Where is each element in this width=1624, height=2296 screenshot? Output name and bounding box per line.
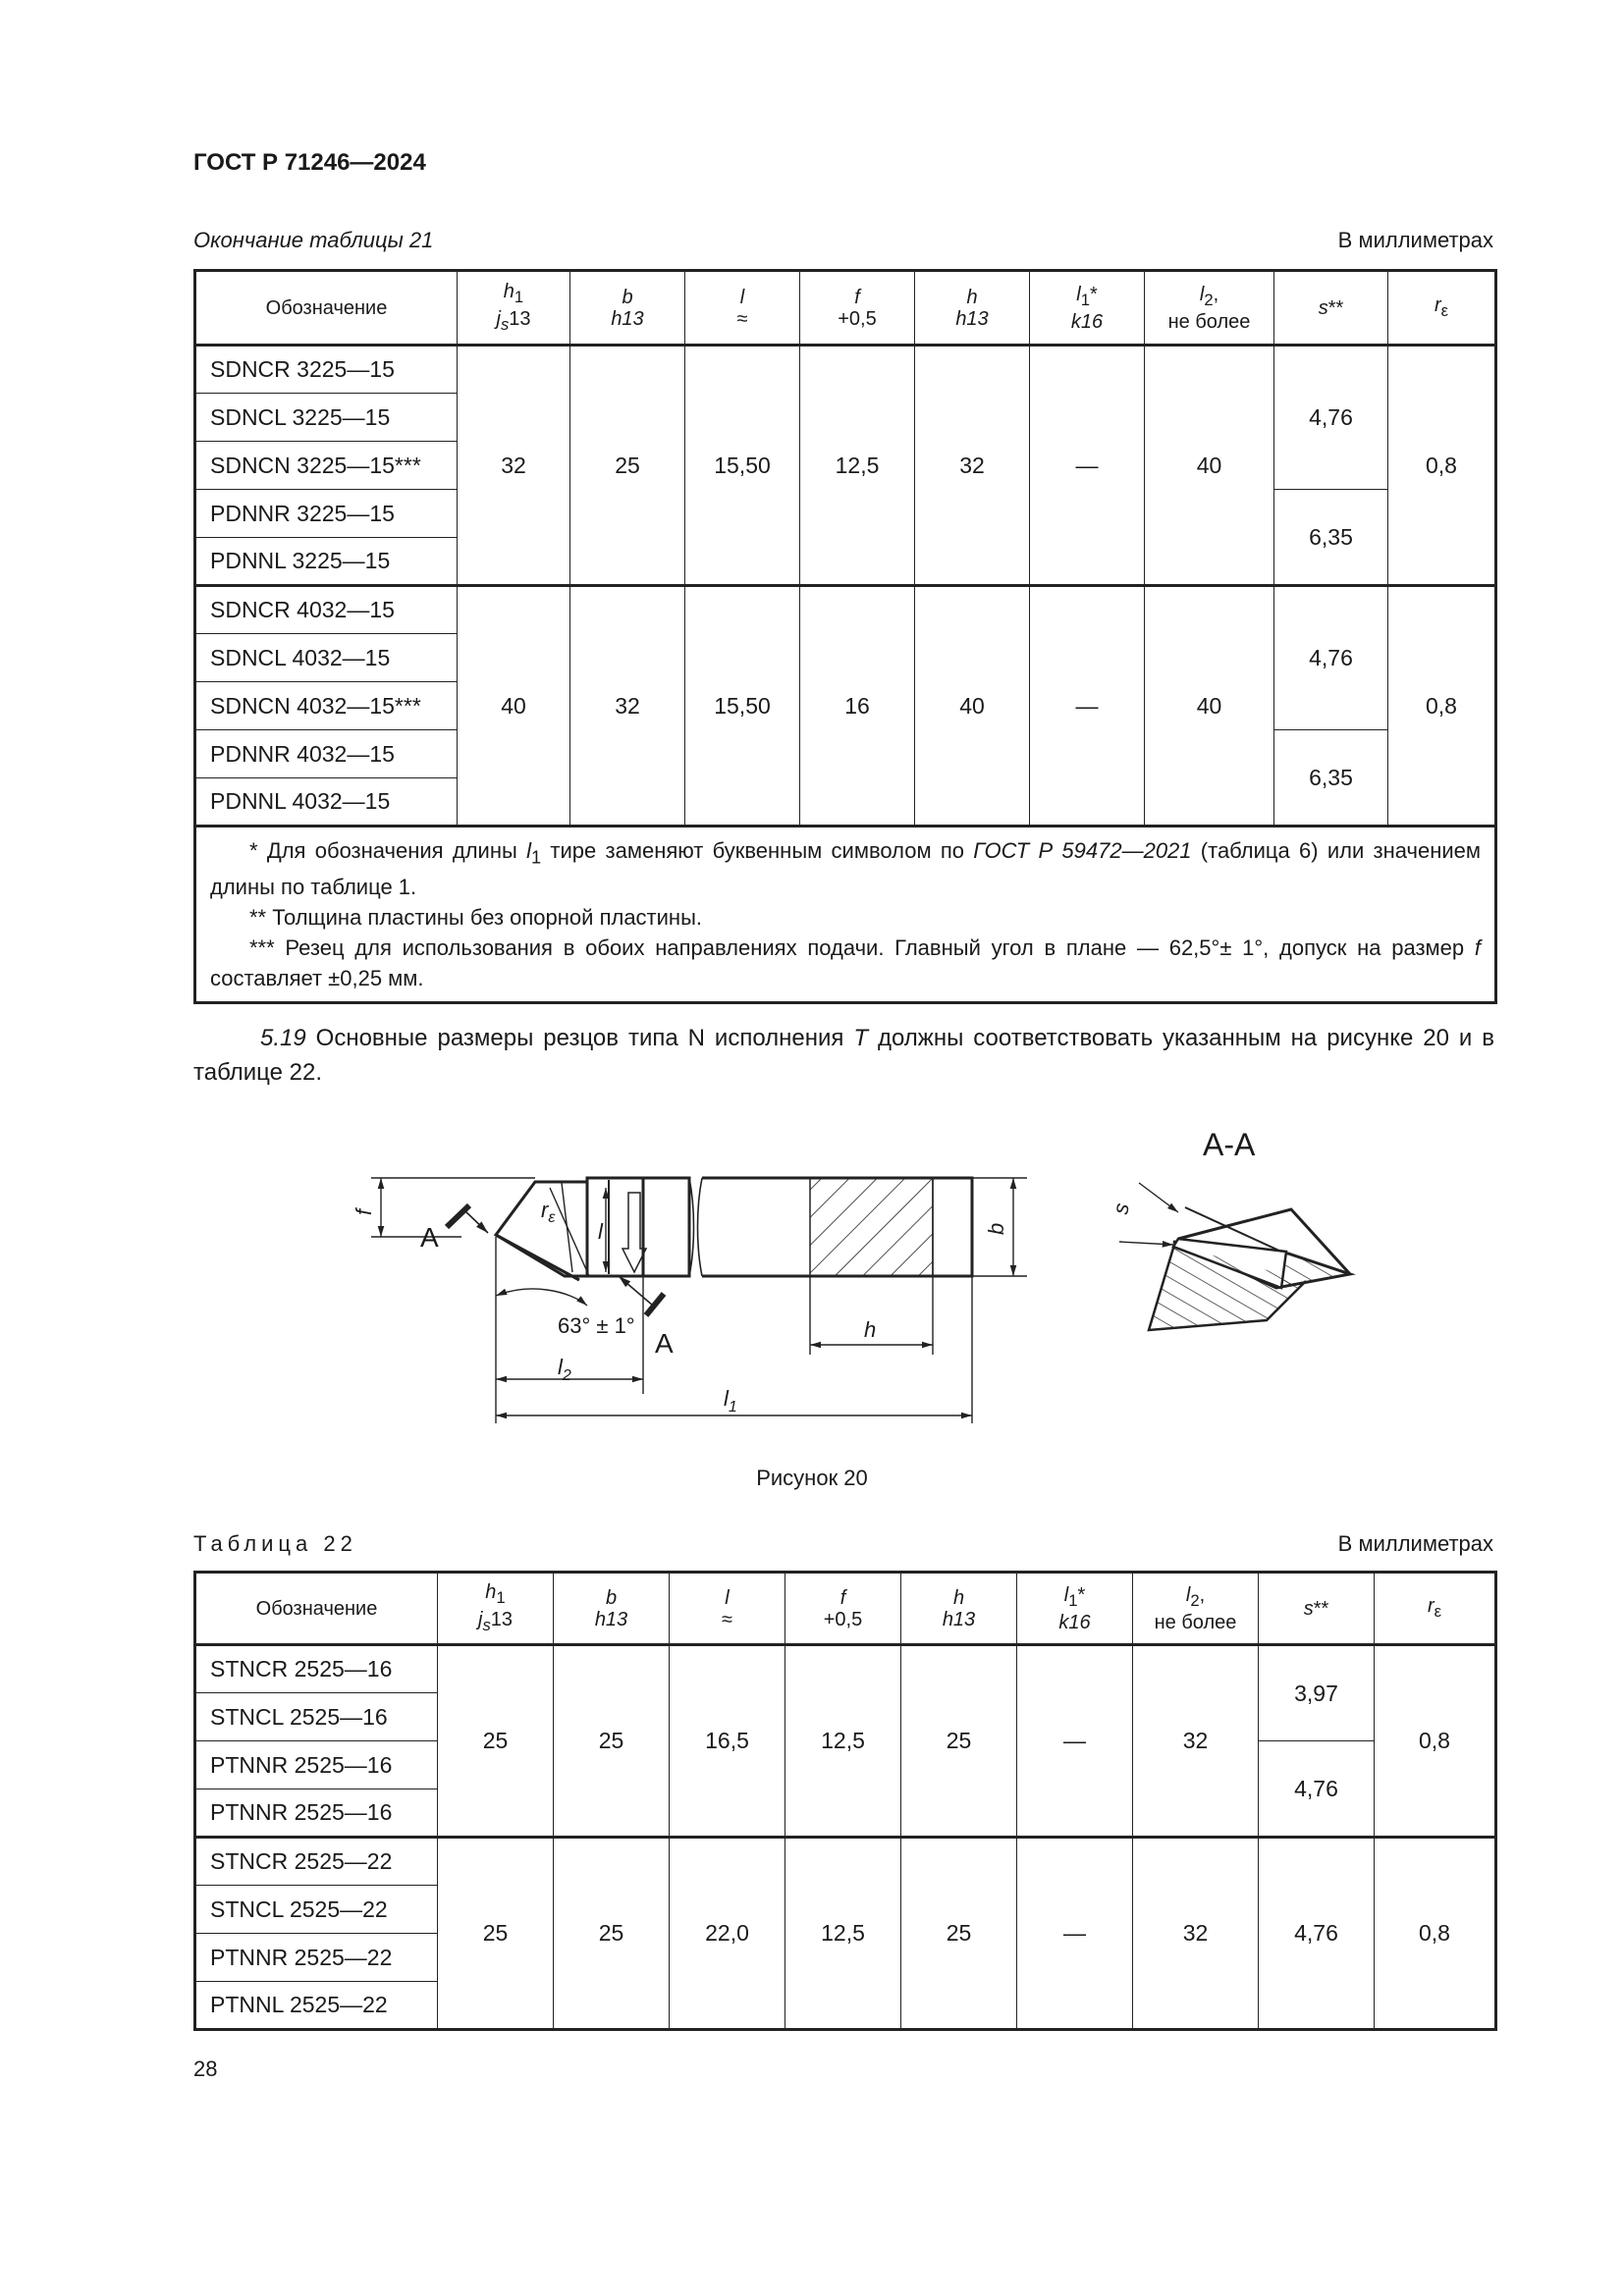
f-cell: 12,5 xyxy=(785,1645,901,1838)
col-designation: Обозначение xyxy=(195,271,458,346)
table-header-row xyxy=(195,1573,1496,1645)
f-cell: 12,5 xyxy=(785,1838,901,2030)
designation-cell: STNCR 2525—22 xyxy=(195,1838,438,1886)
notes-row xyxy=(195,827,1496,1003)
label-r-epsilon: $r_\varepsilon$ xyxy=(541,1198,556,1226)
s-cell: 4,76 xyxy=(1259,1838,1375,2030)
col-b: b h13 xyxy=(554,1573,670,1645)
f-cell: 16 xyxy=(800,586,915,827)
col-f: f +0,5 xyxy=(785,1573,901,1645)
col-designation: Обозначение xyxy=(195,1573,438,1645)
designation-cell: SDNCL 4032—15 xyxy=(195,634,458,682)
designation-cell: PTNNL 2525—22 xyxy=(195,1982,438,2030)
l-cell: 22,0 xyxy=(670,1838,785,2030)
col-h1: $h_1$ $j_s13$ xyxy=(438,1573,554,1645)
table21-caption: Окончание таблицы 21 xyxy=(193,228,434,252)
table-header-row xyxy=(195,271,1496,346)
l-cell: 15,50 xyxy=(685,346,800,586)
table-row xyxy=(195,1645,1496,1693)
col-r: $r_\varepsilon$ xyxy=(1375,1573,1496,1645)
col-s: s** xyxy=(1274,271,1388,346)
table22-units: В миллиметрах xyxy=(1337,1531,1493,1556)
l1-cell: — xyxy=(1030,586,1145,827)
designation-cell: PDNNL 3225—15 xyxy=(195,538,458,586)
table22-caption: Таблица 22 xyxy=(193,1531,357,1556)
l-cell: 16,5 xyxy=(670,1645,785,1838)
r-cell: 0,8 xyxy=(1388,346,1496,586)
h1-cell: 32 xyxy=(458,346,570,586)
label-b: b xyxy=(984,1222,1008,1235)
label-s: s xyxy=(1108,1201,1134,1216)
designation-cell: PTNNR 2525—16 xyxy=(195,1741,438,1789)
table-21 xyxy=(193,269,1497,1004)
cutter-side-view xyxy=(496,1178,972,1280)
s-cell: 4,76 xyxy=(1259,1741,1375,1838)
note-1: * Для обозначения длины $l_1$ тире заменяют буквенным символом по ГОСТ Р 59472—2021 (таблица 6) или значением длины по таблице 1. xyxy=(210,838,1482,900)
table-row xyxy=(195,1838,1496,1886)
paragraph-5-19: 5.19 Основные размеры резцов типа N исполнения T должны соответствовать указанным на рисунке 20 и в таблице 22. xyxy=(193,1025,1494,1086)
r-cell: 0,8 xyxy=(1375,1645,1496,1838)
designation-cell: SDNCR 4032—15 xyxy=(195,586,458,634)
section-arrows xyxy=(447,1205,664,1315)
h-cell: 25 xyxy=(901,1645,1017,1838)
label-l: l xyxy=(598,1219,603,1244)
h1-cell: 25 xyxy=(438,1645,554,1838)
designation-cell: PTNNR 2525—22 xyxy=(195,1934,438,1982)
designation-cell: STNCR 2525—16 xyxy=(195,1645,438,1693)
document-title: ГОСТ Р 71246—2024 xyxy=(193,149,426,176)
s-cell: 6,35 xyxy=(1274,730,1388,827)
col-h: h h13 xyxy=(901,1573,1017,1645)
b-cell: 32 xyxy=(570,586,685,827)
h-cell: 25 xyxy=(901,1838,1017,2030)
h-cell: 40 xyxy=(915,586,1030,827)
note-2: ** Толщина пластины без опорной пластины. xyxy=(249,905,702,931)
b-cell: 25 xyxy=(570,346,685,586)
h1-cell: 25 xyxy=(438,1838,554,2030)
col-l1: $l_1*$ k16 xyxy=(1030,271,1145,346)
page-number: 28 xyxy=(193,2056,218,2081)
col-l: l ≈ xyxy=(685,271,800,346)
table-row xyxy=(195,346,1496,394)
designation-cell: SDNCR 3225—15 xyxy=(195,346,458,394)
table-22 xyxy=(193,1571,1497,2031)
l1-cell: — xyxy=(1017,1838,1133,2030)
col-s: s** xyxy=(1259,1573,1375,1645)
l-cell: 15,50 xyxy=(685,586,800,827)
f-cell: 12,5 xyxy=(800,346,915,586)
label-angle: 63° ± 1° xyxy=(558,1313,635,1338)
designation-cell: STNCL 2525—16 xyxy=(195,1693,438,1741)
col-b: b h13 xyxy=(570,271,685,346)
l2-cell: 32 xyxy=(1133,1645,1259,1838)
figure-20-caption: Рисунок 20 xyxy=(756,1466,868,1490)
designation-cell: PTNNR 2525—16 xyxy=(195,1789,438,1838)
s-cell: 6,35 xyxy=(1274,490,1388,586)
r-cell: 0,8 xyxy=(1388,586,1496,827)
col-h: h h13 xyxy=(915,271,1030,346)
label-section-a-bottom: A xyxy=(655,1328,674,1359)
col-h1: $h_1$ $j_s13$ xyxy=(458,271,570,346)
designation-cell: SDNCN 3225—15*** xyxy=(195,442,458,490)
s-cell: 3,97 xyxy=(1259,1645,1375,1741)
label-section-aa: А-А xyxy=(1203,1127,1256,1162)
l1-cell: — xyxy=(1017,1645,1133,1838)
figure-20-drawing xyxy=(0,1099,1624,1423)
designation-cell: PDNNR 4032—15 xyxy=(195,730,458,778)
l2-cell: 40 xyxy=(1145,586,1274,827)
designation-cell: PDNNR 3225—15 xyxy=(195,490,458,538)
label-h: h xyxy=(864,1317,877,1342)
designation-cell: SDNCN 4032—15*** xyxy=(195,682,458,730)
b-cell: 25 xyxy=(554,1645,670,1838)
l1-cell: — xyxy=(1030,346,1145,586)
col-r: $r_\varepsilon$ xyxy=(1388,271,1496,346)
s-cell: 4,76 xyxy=(1274,586,1388,730)
h1-cell: 40 xyxy=(458,586,570,827)
section-a-a-view xyxy=(1119,1183,1350,1330)
col-f: f +0,5 xyxy=(800,271,915,346)
b-cell: 25 xyxy=(554,1838,670,2030)
designation-cell: PDNNL 4032—15 xyxy=(195,778,458,827)
designation-cell: SDNCL 3225—15 xyxy=(195,394,458,442)
h-cell: 32 xyxy=(915,346,1030,586)
col-l1: $l_1*$ k16 xyxy=(1017,1573,1133,1645)
col-l: l ≈ xyxy=(670,1573,785,1645)
r-cell: 0,8 xyxy=(1375,1838,1496,2030)
table-row xyxy=(195,586,1496,634)
table21-units: В миллиметрах xyxy=(1337,228,1493,252)
l2-cell: 40 xyxy=(1145,346,1274,586)
label-l1: $l_1$ xyxy=(724,1386,737,1415)
note-3: *** Резец для использования в обоих направлениях подачи. Главный угол в плане — 62,5°± 1°, допуск на размер f составляет ±0,25 мм. xyxy=(210,935,1481,991)
label-section-a-left: A xyxy=(420,1222,439,1253)
col-l2: $l_2$, не более xyxy=(1145,271,1274,346)
label-f: f xyxy=(352,1208,376,1215)
col-l2: $l_2$, не более xyxy=(1133,1573,1259,1645)
s-cell: 4,76 xyxy=(1274,346,1388,490)
table-notes xyxy=(195,827,1496,1003)
label-l2: $l_2$ xyxy=(558,1355,571,1384)
designation-cell: STNCL 2525—22 xyxy=(195,1886,438,1934)
l2-cell: 32 xyxy=(1133,1838,1259,2030)
